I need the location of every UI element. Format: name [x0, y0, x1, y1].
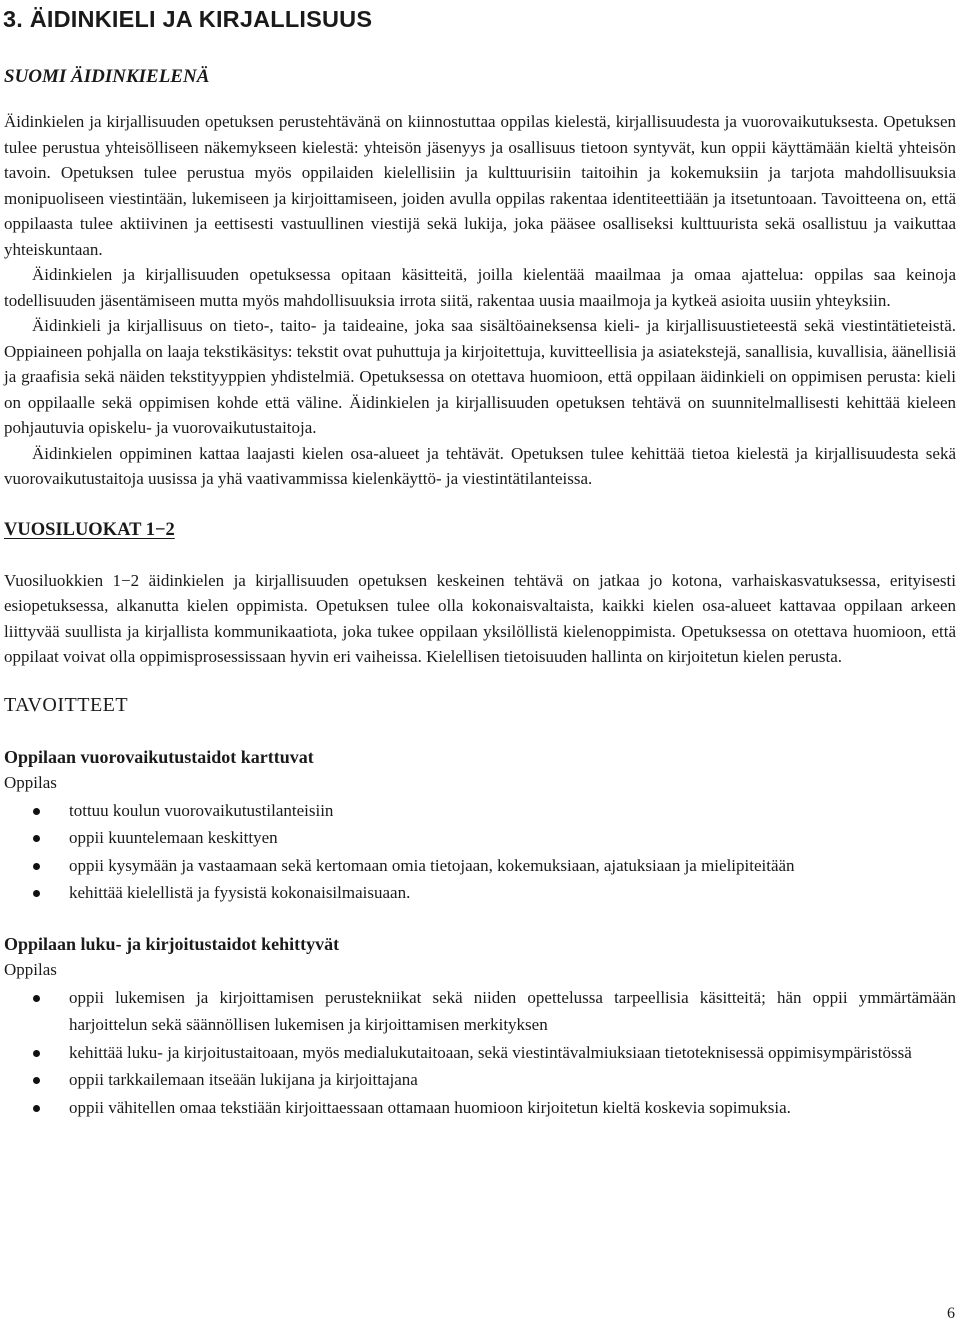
goal-block-interaction [4, 745, 956, 907]
goal-list [4, 797, 956, 907]
goal-block-heading: Oppilaan vuorovaikutustaidot karttuvat [4, 746, 314, 767]
list-item [4, 852, 956, 880]
list-item-text: kehittää luku- ja kirjoitustaitoaan, myös medialukutaitoaan, sekä viestintävalmiuksiaan tietoteknisessä oppimisympäristössä [69, 1042, 912, 1062]
list-item-text: oppii lukemisen ja kirjoittamisen perustekniikat sekä niiden opettelussa tarpeellisia käsitteitä; hän oppii ymmärtämään harjoittelun sekä säännöllisen lukemisen ja kirjoittamisen merkityksen [69, 987, 956, 1034]
intro-paragraph-2: Äidinkielen ja kirjallisuuden opetuksessa opitaan käsitteitä, joilla kielentää maailmaa ja omaa ajattelua: oppilas saa keinoja todellisuuden jäsentämiseen mutta myös mahdollisuuksia irrota siitä, rakentaa uusia maailmoja ja kytkeä asioita uusiin yhteyksiin. [4, 265, 956, 310]
list-item-text: tottuu koulun vuorovaikutustilanteisiin [69, 800, 334, 820]
list-item [4, 824, 956, 852]
bullet-icon [33, 1077, 40, 1084]
bullet-icon [33, 1105, 40, 1112]
list-item-text: oppii kuuntelemaan keskittyen [69, 828, 278, 847]
bullet-icon [33, 835, 40, 842]
subtitle: SUOMI ÄIDINKIELENÄ [4, 66, 210, 87]
intro-paragraph-1: Äidinkielen ja kirjallisuuden opetuksen perustehtävänä on kiinnostuttaa oppilas kielestä, kirjallisuudesta ja vuorovaikutuksesta. Opetuksen tulee perustua yhteisölliseen näkemykseen kielestä: yhteisön jäsenyys ja osallisuus tietoon syntyvät, kun oppii käyttämään kieltä yhteisön tavoin. Opetuksen tulee perustua myös oppilaiden kielellisiin ja kulttuurisiin taitoihin ja kokemuksiin ja tarjota mahdollisuuksia monipuoliseen viestintään, lukemiseen ja kirjoittamiseen, joiden avulla oppilas rakentaa identiteettiään ja itsetuntoaan. Tavoitteena on, että oppilaasta tulee aktiivinen ja eettisesti vastuullinen viestijä sekä lukija, joka pääsee osalliseksi kulttuurista sekä osallistuu ja vaikuttaa yhteiskuntaan. [4, 112, 956, 259]
document-page [4, 0, 956, 1121]
list-item [4, 1039, 956, 1067]
page-number: 6 [947, 1305, 955, 1322]
list-item-text: oppii kysymään ja vastaamaan sekä kertomaan omia tietojaan, kokemuksiaan, ajatuksiaan ja mielipiteitään [69, 855, 795, 875]
list-item-text: oppii tarkkailemaan itseään lukijana ja kirjoittajana [69, 1070, 418, 1089]
grade-section-heading: VUOSILUOKAT 1−2 [4, 519, 175, 540]
grade-section-paragraph: Vuosiluokkien 1−2 äidinkielen ja kirjallisuuden opetuksen keskeinen tehtävä on jatkaa jo kotona, varhaiskasvatuksessa, erityisesti esiopetuksessa, alkanutta kielen oppimista. Opetuksen tulee olla kokonaisvaltaista, kaikki kielen osa-alueet kattavaa oppilaan arkeen liittyvää suullista ja kirjallista kommunikaatiota, joka tukee oppilaan yksilöllistä kielenoppimista. Opetuksessa on otettava huomioon, että oppilaat voivat olla oppimisprosessissaan hyvin eri vaiheissa. Kielellisen tietoisuuden hallinta on kirjoitetun kielen perusta. [4, 570, 956, 666]
bullet-icon [33, 1050, 40, 1057]
bullet-icon [33, 890, 40, 897]
goal-block-heading: Oppilaan luku- ja kirjoitustaidot kehittyvät [4, 933, 340, 954]
intro-paragraph-3: Äidinkieli ja kirjallisuus on tieto-, taito- ja taideaine, joka saa sisältöaineksensa kieli- ja kirjallisuustieteestä sekä viestintätieteistä. Oppiaineen pohjalla on laaja tekstikäsitys: tekstit ovat puhuttuja ja kirjoitettuja, kuvitteellisia ja asiatekstejä, sanallisia, kuvallisia, äänellisiä ja graafisia sekä näiden tekstityyppien yhdistelmiä. Opetuksessa on otettava huomioon, että oppilaan äidinkieli on oppimisen perusta: kieli on oppilaalle sekä oppimisen kohde että väline. Äidinkielen ja kirjallisuuden opetuksen tehtävä on suunnitelmallisesti kehittää kieleen pohjautuvia opiskelu- ja vuorovaikutustaitoja. [4, 316, 956, 437]
list-item [4, 1066, 956, 1094]
goal-block-literacy [4, 932, 956, 1122]
list-item-text: oppii vähitellen omaa tekstiään kirjoittaessaan ottamaan huomioon kirjoitetun kieltä koskevia sopimuksia. [69, 1097, 791, 1117]
list-item [4, 984, 956, 1039]
intro-paragraph-4: Äidinkielen oppiminen kattaa laajasti kielen osa-alueet ja tehtävät. Opetuksen tulee kehittää tietoa kielestä ja kirjallisuudesta sekä vuorovaikutustaitoja uusissa ja yhä vaativammissa kielenkäyttö- ja viestintätilanteissa. [4, 443, 956, 488]
goals-heading: TAVOITTEET [4, 693, 129, 716]
list-item [4, 797, 956, 825]
goal-block-intro: Oppilas [4, 772, 57, 792]
bullet-icon [33, 808, 40, 815]
list-item [4, 1094, 956, 1122]
goal-block-intro: Oppilas [4, 959, 57, 979]
bullet-icon [33, 995, 40, 1002]
list-item-text: kehittää kielellistä ja fyysistä kokonaisilmaisuaan. [69, 883, 411, 902]
chapter-title: 3. ÄIDINKIELI JA KIRJALLISUUS [3, 6, 373, 32]
goal-list [4, 984, 956, 1122]
bullet-icon [33, 863, 40, 870]
list-item [4, 879, 956, 907]
